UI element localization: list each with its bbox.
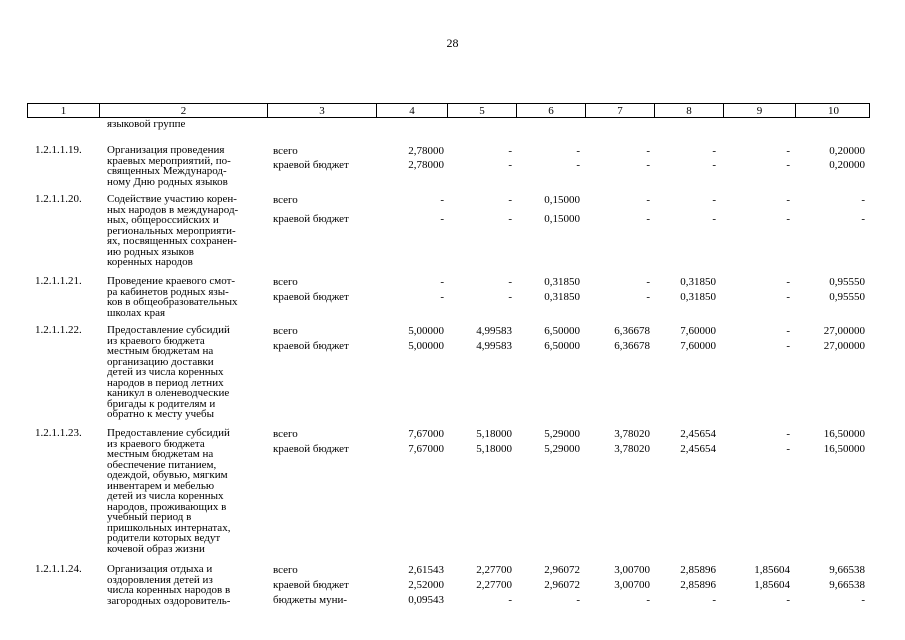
- value-row: всего - - 0,15000 - - - -: [273, 194, 865, 206]
- header-col-2: 2: [100, 104, 268, 117]
- value-row: всего 7,67000 5,18000 5,29000 3,78020 2,45654 - 16,50000: [273, 428, 865, 440]
- row-code: 1.2.1.1.21.: [35, 275, 82, 287]
- row-description: Организация проведения краевых мероприятий, по- священных Международ- ному Дню родных языков: [107, 144, 231, 188]
- table-header: [27, 103, 870, 118]
- header-col-9: 9: [724, 104, 796, 117]
- page-number: 28: [446, 36, 459, 50]
- row-description: Содействие участию корен- ных народов в международ- ных, общероссийских и региональных мероприяти- ях, посвященных сохранен- ию родных языков коренных народов: [107, 193, 239, 268]
- header-col-5: 5: [448, 104, 517, 117]
- row-description: Предоставление субсидий из краевого бюджета местным бюджетам на обеспечение питанием, одеждой, обувью, мягким инвентарем и мебелью детей из числа коренных народов, проживающих в учебный период в пришкольных интернатах, родители которых ведут кочевой образ жизни: [107, 427, 231, 555]
- header-col-8: 8: [655, 104, 724, 117]
- header-col-10: 10: [828, 105, 839, 117]
- value-row: краевой бюджет 5,00000 4,99583 6,50000 6,36678 7,60000 - 27,00000: [273, 340, 865, 352]
- row-description: Организация отдыха и оздоровления детей из числа коренных народов в загородных оздоровитель-: [107, 563, 231, 607]
- value-row: всего 2,61543 2,27700 2,96072 3,00700 2,85896 1,85604 9,66538: [273, 564, 865, 576]
- header-col-4: 4: [377, 104, 448, 117]
- header-col-1: 1: [28, 104, 100, 117]
- continuation-text: языковой группе: [107, 118, 186, 130]
- value-row: краевой бюджет - - 0,31850 - 0,31850 - 0,95550: [273, 291, 865, 303]
- value-row: краевой бюджет 7,67000 5,18000 5,29000 3,78020 2,45654 - 16,50000: [273, 443, 865, 455]
- row-description: Предоставление субсидий из краевого бюджета местным бюджетам на организацию доставки детей из числа коренных народов в период летних каникул в оленеводческие бригады к родителям и обратно к месту учебы: [107, 324, 230, 420]
- header-col-7: 7: [586, 104, 655, 117]
- value-row: краевой бюджет 2,52000 2,27700 2,96072 3,00700 2,85896 1,85604 9,66538: [273, 579, 865, 591]
- row-code: 1.2.1.1.20.: [35, 193, 82, 205]
- row-code: 1.2.1.1.24.: [35, 563, 82, 575]
- value-row: всего 2,78000 - - - - - 0,20000: [273, 145, 865, 157]
- value-row: всего - - 0,31850 - 0,31850 - 0,95550: [273, 276, 865, 288]
- row-code: 1.2.1.1.23.: [35, 427, 82, 439]
- value-row: всего 5,00000 4,99583 6,50000 6,36678 7,60000 - 27,00000: [273, 325, 865, 337]
- header-col-6: 6: [517, 104, 586, 117]
- value-row: бюджеты муни- 0,09543 - - - - - -: [273, 594, 865, 606]
- value-row: краевой бюджет 2,78000 - - - - - 0,20000: [273, 159, 865, 171]
- row-code: 1.2.1.1.22.: [35, 324, 82, 336]
- row-code: 1.2.1.1.19.: [35, 144, 82, 156]
- value-row: краевой бюджет - - 0,15000 - - - -: [273, 213, 865, 225]
- header-col-3: 3: [268, 104, 377, 117]
- row-description: Проведение краевого смот- ра кабинетов родных язы- ков в общеобразовательных школах края: [107, 275, 238, 319]
